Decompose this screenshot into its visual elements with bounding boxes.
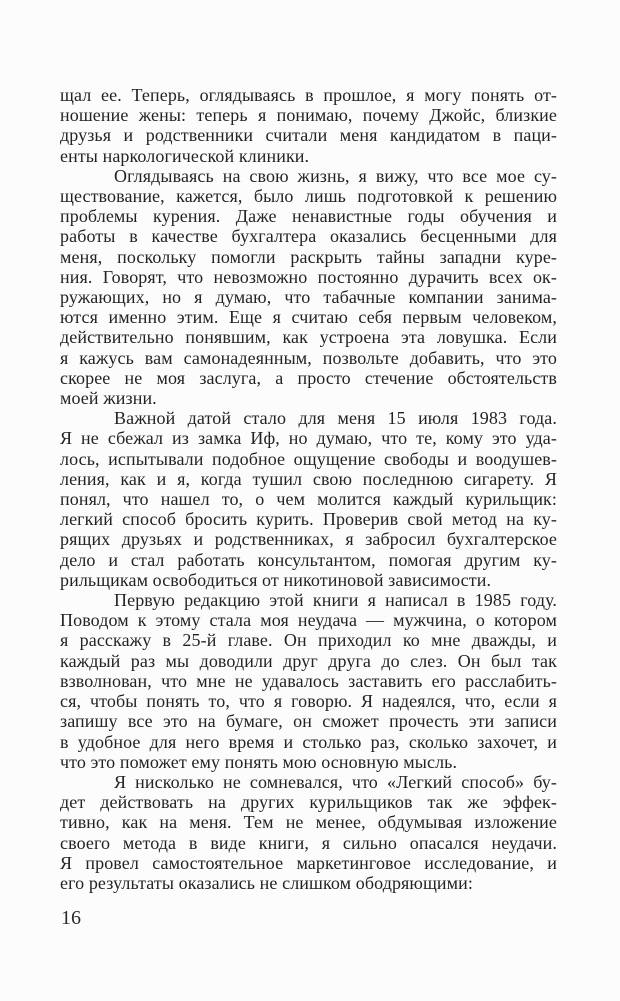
text-line: Я нисколько не сомневался, что «Легкий способ» бу- [114,771,557,792]
text-line: моей жизни. [60,388,157,409]
text-line: я расскажу в 25-й главе. Он приходил ко мне дважды, и [60,630,557,651]
text-line: в удобное для него время и столько раз, сколько захочет, и [60,731,557,752]
text-line: понял, что нашел то, о чем молится каждый курильщик: [60,489,557,510]
text-line: что это поможет ему понять мою основную мысль. [60,751,458,772]
text-line: его результаты оказались не слишком ободряющими: [60,872,473,893]
text-line: Я провел самостоятельное маркетинговое исследование, и [60,852,557,873]
text-line: Я не сбежал из замка Иф, но думаю, что те, кому это уда- [60,428,557,449]
text-line: легкий способ бросить курить. Проверив свой метод на ку- [60,509,557,530]
text-line: ния. Говорят, что невозможно постоянно дурачить всех ок- [60,266,557,287]
text-line: дело и стал работать консультантом, помогая другим ку- [60,549,557,570]
text-line: енты наркологической клиники. [60,145,310,166]
text-line: Первую редакцию этой книги я написал в 1985 году. [114,590,557,611]
text-line: работы в качестве бухгалтера оказались бесценными для [60,226,557,247]
text-line: меня, поскольку помогли раскрыть тайны западни куре- [60,246,557,267]
text-line: своего метода в виде книги, я сильно опасался неудачи. [60,832,557,853]
text-line: каждый раз мы доводили друг друга до слез. Он был так [60,650,557,671]
page-number: 16 [61,907,81,929]
text-line: Поводом к этому стала моя неудача — мужчина, о котором [60,610,557,631]
text-line: ществование, кажется, было лишь подготовкой к решению [60,186,557,207]
text-line: ления, как и я, когда тушил свою последнюю сигарету. Я [60,468,557,489]
text-line: рящих друзьях и родственниках, я забросил бухгалтерское [60,529,557,550]
text-line: дет действовать на других курильщиков так же эффек- [60,792,557,813]
text-line: взволнован, что мне не удавалось заставить его расслабить- [60,670,557,691]
text-line: ружающих, но я думаю, что табачные компании занима- [60,287,557,308]
text-line: ются именно этим. Еще я считаю себя первым человеком, [60,307,557,328]
page-text [60,85,557,893]
text-line: рильщикам освободиться от никотиновой зависимости. [60,569,492,590]
text-line: тивно, как на меня. Тем не менее, обдумывая изложение [60,812,557,833]
text-line: проблемы курения. Даже ненавистные годы обучения и [60,206,557,227]
text-line: лось, испытывали подобное ощущение свободы и воодушев- [60,448,557,469]
text-line: ношение жены: теперь я понимаю, почему Джойс, близкие [60,105,557,126]
text-line: Важной датой стало для меня 15 июля 1983 года. [114,408,557,429]
text-line: запишу все это на бумаге, он сможет прочесть эти записи [60,711,557,732]
text-line: щал ее. Теперь, оглядываясь в прошлое, я могу понять от- [60,85,557,105]
text-line: друзья и родственники считали меня кандидатом в паци- [60,125,557,146]
text-line: скорее не моя заслуга, а просто стечение обстоятельств [60,367,557,388]
text-line: Оглядываясь на свою жизнь, я вижу, что все мое су- [114,165,557,186]
text-line: ся, чтобы понять то, что я говорю. Я надеялся, что, если я [60,691,557,712]
text-line: действительно понявшим, как устроена эта ловушка. Если [60,327,557,348]
text-line: я кажусь вам самонадеянным, позвольте добавить, что это [60,347,557,368]
